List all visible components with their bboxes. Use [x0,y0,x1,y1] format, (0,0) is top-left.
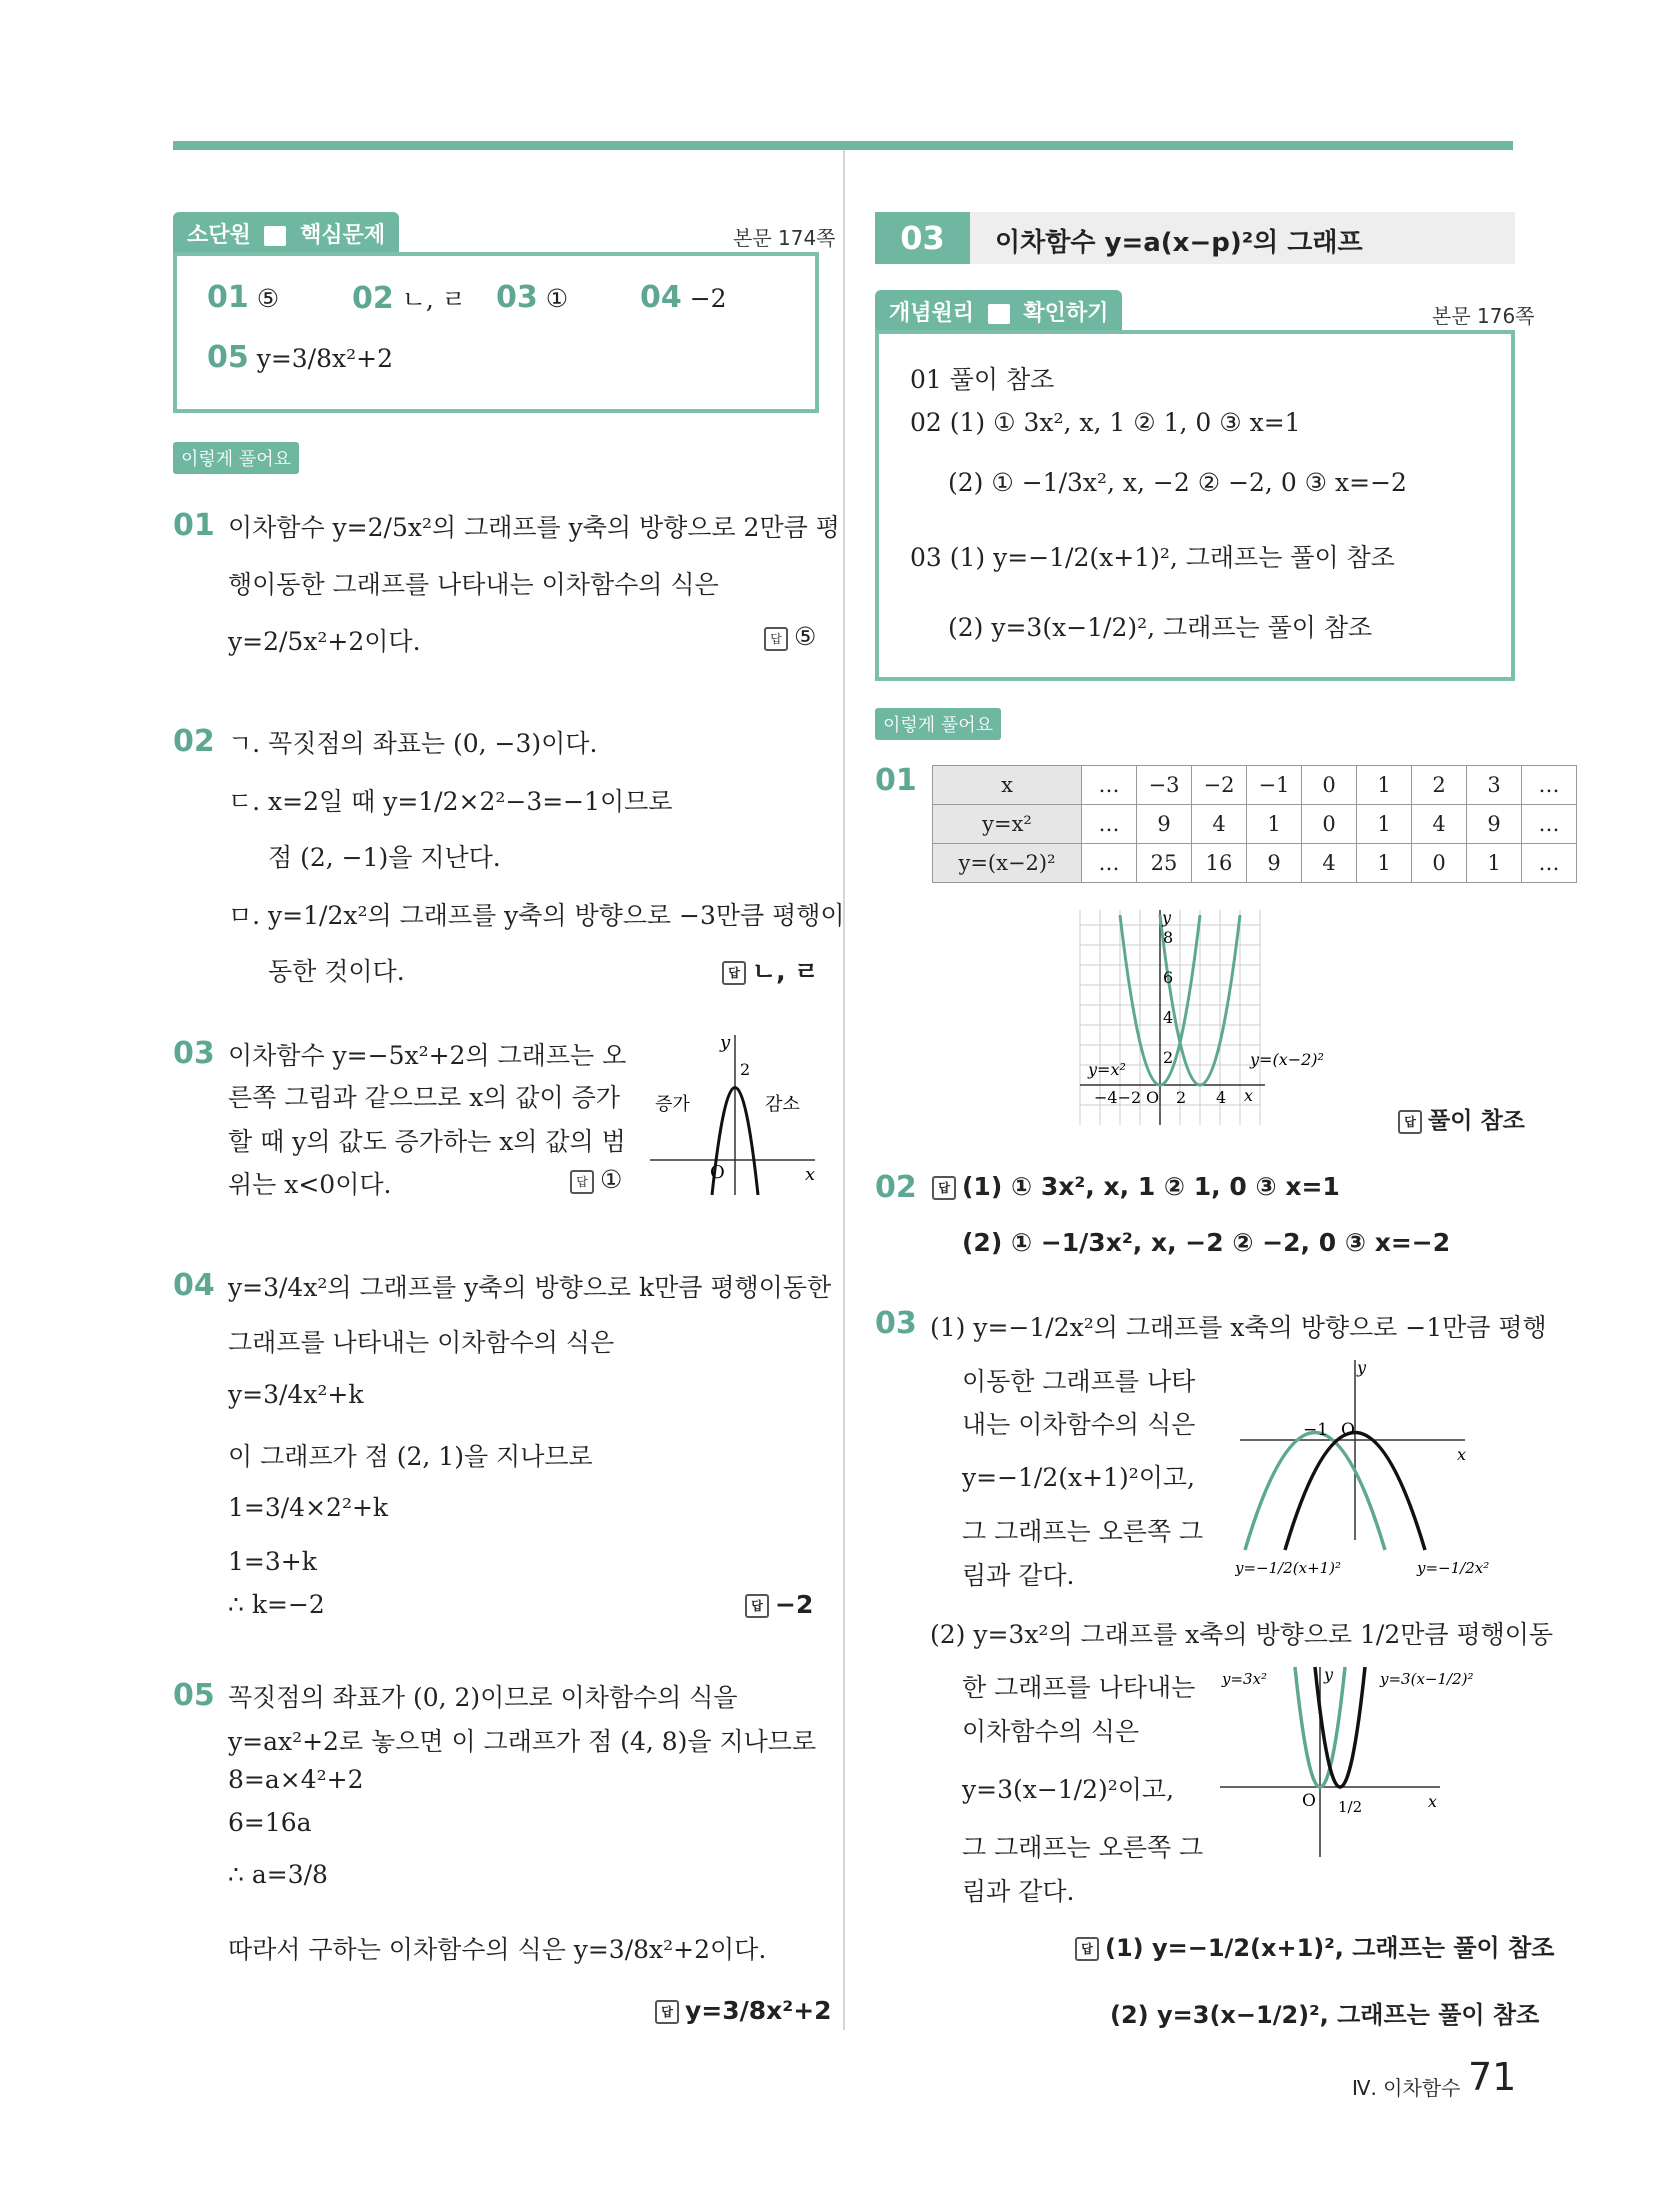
sol-03-line1: 이차함수 y=−5x²+2의 그래프는 오 [228,1041,627,1070]
origin-label: O [1302,1791,1316,1811]
sol-04-line3: y=3/4x²+k [228,1380,364,1409]
sol-r01-num: 01 [875,763,917,798]
tick-8: 8 [1163,928,1174,947]
check-02b: (2) ① −1/3x², x, −2 ② −2, 0 ③ x=−2 [948,468,1407,497]
table-cell: −1 [1247,766,1302,805]
table-cell: y=x² [933,805,1082,844]
tick-x4: 4 [1216,1088,1227,1107]
core-tab-label2: 핵심문제 [300,223,386,248]
y-label: y [1162,908,1172,927]
sol-01-num: 01 [173,508,215,543]
sol-02-line5: 동한 것이다. [268,957,405,986]
y-intercept-label: 2 [740,1060,751,1079]
table-cell: … [1082,805,1137,844]
sol-04-line4: 이 그래프가 점 (2, 1)을 지나므로 [228,1442,593,1471]
label-y-x2: y=x² [1088,1060,1126,1079]
footer-chapter: Ⅳ. 이차함수 [1352,2076,1461,2100]
sol-05-line6: 따라서 구하는 이차함수의 식은 y=3/8x²+2이다. [228,1935,767,1964]
table-cell: 0 [1412,844,1467,883]
tick-half: 1/2 [1338,1798,1363,1816]
sol-03-line3: 할 때 y의 값도 증가하는 x의 값의 범 [228,1127,626,1156]
sol-05-line1: 꼭짓점의 좌표가 (0, 2)이므로 이차함수의 식을 [228,1683,738,1712]
table-cell: … [1082,844,1137,883]
answer-icon: 답 [745,1594,769,1618]
sol-05-answer: 답 y=3/8x²+2 [655,1996,832,2025]
x-label: x [1428,1792,1438,1811]
core-answer-01: 01 ⑤ [207,280,280,315]
answer-icon: 답 [1075,1937,1099,1961]
label-shifted: y=3(x−1/2)² [1380,1670,1474,1688]
sol-r02-line1: 답 (1) ① 3x², x, 1 ② 1, 0 ③ x=1 [932,1172,1340,1201]
table-cell: −3 [1137,766,1192,805]
sol-01-line3: y=2/5x²+2이다. [228,627,421,656]
parabola-shifted [1245,1433,1385,1551]
table-cell: 9 [1137,805,1192,844]
table-cell: 4 [1302,844,1357,883]
table-cell: 0 [1302,766,1357,805]
answer-icon: 답 [932,1176,956,1200]
sol-r03-line4: y=−1/2(x+1)²이고, [962,1463,1195,1492]
sol-04-line2: 그래프를 나타내는 이차함수의 식은 [228,1328,615,1357]
y-label: y [1324,1665,1334,1684]
sol-03-answer: 답 ① [570,1165,622,1194]
graph-sol-03 [650,1030,820,1200]
core-tab [173,212,399,255]
sol-r03-line5: 그 그래프는 오른쪽 그 [962,1517,1204,1546]
table-cell: 1 [1467,844,1522,883]
table-cell: … [1522,766,1577,805]
sol-r03-line12: 림과 같다. [962,1877,1075,1906]
core-answer-05: 05 y=3/8x²+2 [207,340,393,375]
table-cell: 9 [1467,805,1522,844]
tick-2: 2 [1163,1048,1174,1067]
sol-03-line4: 위는 x<0이다. [228,1170,392,1199]
sol-02-line2: ㄷ. x=2일 때 y=1/2×2²−3=−1이므로 [228,787,673,816]
sol-04-line7: ∴ k=−2 [228,1590,325,1619]
parabola-original [1315,1667,1365,1787]
table-cell: … [1082,766,1137,805]
sol-r01-answer: 답 풀이 참조 [1398,1102,1525,1135]
check-02a: 02 (1) ① 3x², x, 1 ② 1, 0 ③ x=1 [910,408,1301,437]
sol-r03-line6: 림과 같다. [962,1561,1075,1590]
table-cell: 16 [1192,844,1247,883]
core-answer-02: 02 ㄴ, ㄹ [352,281,466,316]
sol-r03-answer2: (2) y=3(x−1/2)², 그래프는 풀이 참조 [1110,2001,1540,2029]
check-ref: 본문 176쪽 [1432,304,1535,328]
sol-01-line1: 이차함수 y=2/5x²의 그래프를 y축의 방향으로 2만큼 평 [228,513,840,542]
table-row [933,766,1577,805]
notebook-icon [988,304,1010,324]
answer-icon: 답 [655,2000,679,2024]
table-cell: 1 [1247,805,1302,844]
table-cell: 2 [1412,766,1467,805]
label-shifted: y=−1/2(x+1)² [1235,1559,1342,1577]
tick-x2: 2 [1176,1088,1187,1107]
sol-r02-line2: (2) ① −1/3x², x, −2 ② −2, 0 ③ x=−2 [962,1228,1451,1257]
table-cell: 3 [1467,766,1522,805]
sol-05-line5: ∴ a=3/8 [228,1860,328,1889]
tick-4: 4 [1163,1008,1174,1027]
tick-neg: −4−2 [1094,1088,1142,1107]
table-cell: 4 [1192,805,1247,844]
sol-04-line5: 1=3/4×2²+k [228,1493,389,1522]
sol-r03-line1: (1) y=−1/2x²의 그래프를 x축의 방향으로 −1만큼 평행 [930,1313,1547,1342]
table-cell: 25 [1137,844,1192,883]
sol-03-num: 03 [173,1036,215,1071]
sol-02-line1: ㄱ. 꼭짓점의 좌표는 (0, −3)이다. [228,729,598,758]
table-row [933,805,1577,844]
top-rule [173,141,1513,150]
section-number: 03 [875,212,970,264]
table-cell: x [933,766,1082,805]
table-cell: 9 [1247,844,1302,883]
check-tab-label: 개념원리 [889,301,975,326]
answer-icon: 답 [1398,1110,1422,1134]
sol-02-answer: 답 ㄴ, ㄹ [722,952,819,988]
sol-04-num: 04 [173,1268,215,1303]
table-cell: −2 [1192,766,1247,805]
sol-r02-num: 02 [875,1170,917,1205]
sol-02-line3: 점 (2, −1)을 지난다. [268,843,501,872]
table-cell: 4 [1412,805,1467,844]
table-cell: … [1522,805,1577,844]
sol-r03-answer1: 답 (1) y=−1/2(x+1)², 그래프는 풀이 참조 [1075,1928,1554,1963]
y-label: y [1357,1358,1367,1377]
origin-label: O [1341,1420,1355,1440]
check-03a: 03 (1) y=−1/2(x+1)², 그래프는 풀이 참조 [910,543,1395,572]
x-label: x [1244,1086,1254,1105]
sol-05-num: 05 [173,1678,215,1713]
core-ref: 본문 174쪽 [733,226,836,250]
sol-r03-line7: (2) y=3x²의 그래프를 x축의 방향으로 1/2만큼 평행이동 [930,1620,1554,1649]
table-cell: y=(x−2)² [933,844,1082,883]
label-original: y=−1/2x² [1417,1559,1490,1577]
increase-label: 증가 [655,1094,690,1115]
sol-01-answer: 답 ⑤ [764,622,816,651]
answer-icon: 답 [764,627,788,651]
sol-01-line2: 행이동한 그래프를 나타내는 이차함수의 식은 [228,570,719,599]
check-tab-label2: 확인하기 [1023,301,1109,326]
table-cell: 0 [1302,805,1357,844]
sol-03-line2: 른쪽 그림과 같으므로 x의 값이 증가 [228,1083,620,1112]
sol-r03-line11: 그 그래프는 오른쪽 그 [962,1833,1204,1862]
check-03b: (2) y=3(x−1/2)², 그래프는 풀이 참조 [948,613,1373,642]
sol-04-line1: y=3/4x²의 그래프를 y축의 방향으로 k만큼 평행이동한 [228,1273,832,1302]
sol-r03-line9: 이차함수의 식은 [962,1717,1139,1746]
sol-r03-num: 03 [875,1306,917,1341]
solve-label-right: 이렇게 풀어요 [875,708,1001,740]
sol-04-line6: 1=3+k [228,1547,317,1576]
tick-neg1: −1 [1303,1420,1329,1440]
sol-r03-line2: 이동한 그래프를 나타 [962,1367,1196,1396]
table-row [933,844,1577,883]
graph-table-parabolas [1050,905,1390,1135]
label-y-shifted: y=(x−2)² [1250,1050,1324,1069]
page-number: 71 [1468,2055,1517,2099]
label-original: y=3x² [1222,1670,1268,1688]
origin-label: O [710,1162,725,1183]
origin-label: O [1146,1088,1160,1107]
sol-05-line2: y=ax²+2로 놓으면 이 그래프가 점 (4, 8)을 지나므로 [228,1727,817,1756]
check-01: 01 풀이 참조 [910,365,1055,394]
x-label: x [1457,1445,1467,1464]
solve-label-left: 이렇게 풀어요 [173,442,299,474]
answer-icon: 답 [570,1170,594,1194]
decrease-label: 감소 [765,1094,800,1115]
sol-04-answer: 답 −2 [745,1590,813,1619]
section-title: 이차함수 y=a(x−p)²의 그래프 [995,228,1363,258]
core-tab-label: 소단원 [187,223,251,248]
table-cell: … [1522,844,1577,883]
graph-r03-2 [1210,1662,1520,1862]
sol-02-num: 02 [173,724,215,759]
sol-r03-line3: 내는 이차함수의 식은 [962,1410,1196,1439]
sol-r03-line10: y=3(x−1/2)²이고, [962,1775,1175,1804]
book-icon [264,226,286,246]
table-cell: 1 [1357,805,1412,844]
y-label: y [720,1032,731,1053]
core-answer-04: 04 −2 [640,280,727,315]
sol-r03-line8: 한 그래프를 나타내는 [962,1673,1196,1702]
sol-05-line3: 8=a×4²+2 [228,1765,364,1794]
check-tab [875,290,1122,333]
column-divider [843,150,845,2030]
value-table [932,765,1577,883]
answer-icon: 답 [722,961,746,985]
core-answer-box [173,252,819,413]
tick-6: 6 [1163,968,1174,987]
graph-r03-1 [1235,1355,1520,1580]
table-cell: 1 [1357,766,1412,805]
sol-05-line4: 6=16a [228,1808,312,1837]
table-cell: 1 [1357,844,1412,883]
core-answer-03: 03 ① [496,280,569,315]
x-label: x [805,1164,816,1185]
sol-02-line4: ㅁ. y=1/2x²의 그래프를 y축의 방향으로 −3만큼 평행이 [228,901,845,930]
